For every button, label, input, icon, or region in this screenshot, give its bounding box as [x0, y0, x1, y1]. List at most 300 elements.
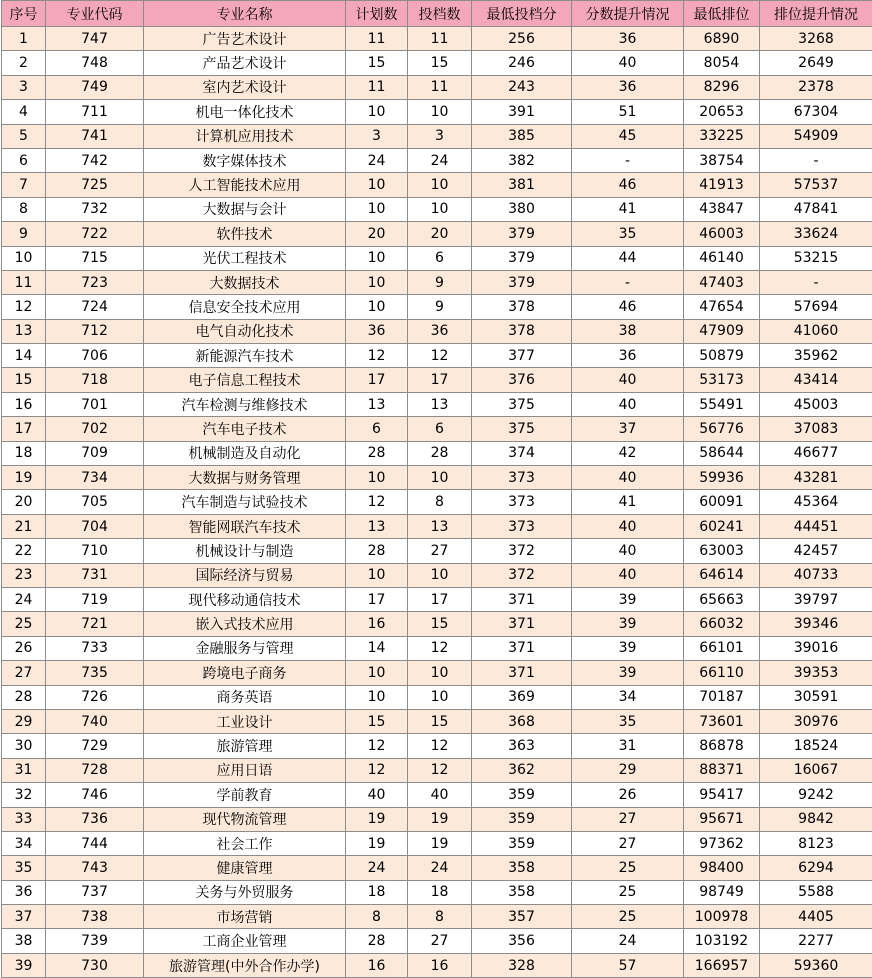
cell-major-name: 市场营销 — [144, 905, 346, 929]
cell-min-rank: 38754 — [684, 148, 760, 172]
cell-plan-count: 8 — [346, 905, 408, 929]
cell-min-score: 363 — [472, 734, 572, 758]
header-row — [2, 1, 872, 27]
cell-index: 23 — [2, 563, 46, 587]
table-row — [2, 953, 872, 977]
cell-score-increase: 46 — [572, 295, 684, 319]
cell-plan-count: 24 — [346, 148, 408, 172]
cell-index: 37 — [2, 905, 46, 929]
cell-rank-increase: 30976 — [760, 709, 872, 733]
cell-major-code: 733 — [46, 636, 144, 660]
cell-min-rank: 88371 — [684, 758, 760, 782]
cell-min-score: 385 — [472, 124, 572, 148]
cell-major-name: 机械设计与制造 — [144, 539, 346, 563]
cell-major-code: 730 — [46, 953, 144, 977]
cell-min-rank: 66110 — [684, 661, 760, 685]
cell-index: 32 — [2, 783, 46, 807]
cell-min-rank: 73601 — [684, 709, 760, 733]
cell-score-increase: 26 — [572, 783, 684, 807]
cell-major-name: 嵌入式技术应用 — [144, 612, 346, 636]
header-index: 序号 — [2, 1, 46, 27]
cell-min-score: 371 — [472, 612, 572, 636]
header-rank-increase: 排位提升情况 — [760, 1, 872, 27]
cell-min-rank: 55491 — [684, 392, 760, 416]
cell-index: 30 — [2, 734, 46, 758]
cell-major-code: 740 — [46, 709, 144, 733]
cell-admitted-count: 36 — [408, 319, 472, 343]
cell-min-score: 378 — [472, 319, 572, 343]
cell-major-code: 731 — [46, 563, 144, 587]
table-row — [2, 246, 872, 270]
cell-rank-increase: 54909 — [760, 124, 872, 148]
cell-plan-count: 15 — [346, 51, 408, 75]
cell-min-rank: 8296 — [684, 75, 760, 99]
cell-major-name: 旅游管理 — [144, 734, 346, 758]
cell-index: 8 — [2, 197, 46, 221]
cell-admitted-count: 13 — [408, 514, 472, 538]
cell-admitted-count: 27 — [408, 539, 472, 563]
cell-index: 13 — [2, 319, 46, 343]
cell-min-rank: 20653 — [684, 100, 760, 124]
cell-admitted-count: 6 — [408, 417, 472, 441]
cell-major-name: 关务与外贸服务 — [144, 880, 346, 904]
cell-score-increase: 40 — [572, 51, 684, 75]
cell-min-score: 362 — [472, 758, 572, 782]
cell-index: 6 — [2, 148, 46, 172]
cell-score-increase: 40 — [572, 563, 684, 587]
cell-index: 35 — [2, 856, 46, 880]
cell-plan-count: 3 — [346, 124, 408, 148]
cell-min-rank: 33225 — [684, 124, 760, 148]
cell-min-rank: 8054 — [684, 51, 760, 75]
cell-min-rank: 66032 — [684, 612, 760, 636]
cell-plan-count: 10 — [346, 270, 408, 294]
cell-admitted-count: 15 — [408, 709, 472, 733]
cell-index: 22 — [2, 539, 46, 563]
cell-min-rank: 43847 — [684, 197, 760, 221]
cell-rank-increase: 9842 — [760, 807, 872, 831]
cell-index: 29 — [2, 709, 46, 733]
cell-major-code: 709 — [46, 441, 144, 465]
cell-admitted-count: 12 — [408, 734, 472, 758]
cell-major-name: 信息安全技术应用 — [144, 295, 346, 319]
cell-rank-increase: 2378 — [760, 75, 872, 99]
cell-min-rank: 66101 — [684, 636, 760, 660]
cell-min-score: 381 — [472, 173, 572, 197]
cell-rank-increase: 18524 — [760, 734, 872, 758]
cell-admitted-count: 10 — [408, 100, 472, 124]
cell-major-name: 产品艺术设计 — [144, 51, 346, 75]
cell-index: 12 — [2, 295, 46, 319]
cell-min-rank: 47654 — [684, 295, 760, 319]
cell-min-rank: 63003 — [684, 539, 760, 563]
cell-rank-increase: 57537 — [760, 173, 872, 197]
cell-min-rank: 103192 — [684, 929, 760, 953]
table-row — [2, 587, 872, 611]
cell-major-code: 718 — [46, 368, 144, 392]
cell-rank-increase: 8123 — [760, 831, 872, 855]
cell-major-name: 汽车检测与维修技术 — [144, 392, 346, 416]
cell-rank-increase: 39353 — [760, 661, 872, 685]
cell-index: 21 — [2, 514, 46, 538]
cell-major-name: 现代移动通信技术 — [144, 587, 346, 611]
cell-min-score: 377 — [472, 344, 572, 368]
cell-min-score: 373 — [472, 514, 572, 538]
table-row — [2, 270, 872, 294]
cell-score-increase: 37 — [572, 417, 684, 441]
cell-score-increase: 39 — [572, 587, 684, 611]
cell-admitted-count: 18 — [408, 880, 472, 904]
header-plan-count: 计划数 — [346, 1, 408, 27]
cell-min-rank: 70187 — [684, 685, 760, 709]
cell-plan-count: 10 — [346, 246, 408, 270]
cell-score-increase: - — [572, 148, 684, 172]
cell-plan-count: 24 — [346, 856, 408, 880]
cell-min-score: 375 — [472, 392, 572, 416]
cell-score-increase: 39 — [572, 661, 684, 685]
table-row — [2, 807, 872, 831]
cell-score-increase: 39 — [572, 636, 684, 660]
cell-major-code: 742 — [46, 148, 144, 172]
header-min-score: 最低投档分 — [472, 1, 572, 27]
cell-major-code: 746 — [46, 783, 144, 807]
cell-rank-increase: 42457 — [760, 539, 872, 563]
cell-score-increase: 38 — [572, 319, 684, 343]
cell-plan-count: 28 — [346, 539, 408, 563]
cell-major-name: 健康管理 — [144, 856, 346, 880]
cell-score-increase: 27 — [572, 831, 684, 855]
cell-min-score: 371 — [472, 587, 572, 611]
cell-plan-count: 10 — [346, 661, 408, 685]
cell-plan-count: 10 — [346, 173, 408, 197]
cell-plan-count: 28 — [346, 441, 408, 465]
cell-plan-count: 12 — [346, 344, 408, 368]
cell-rank-increase: 46677 — [760, 441, 872, 465]
table-row — [2, 734, 872, 758]
cell-admitted-count: 20 — [408, 222, 472, 246]
cell-score-increase: 40 — [572, 368, 684, 392]
cell-min-score: 374 — [472, 441, 572, 465]
cell-major-code: 736 — [46, 807, 144, 831]
cell-min-rank: 166957 — [684, 953, 760, 977]
cell-rank-increase: 2649 — [760, 51, 872, 75]
cell-major-code: 715 — [46, 246, 144, 270]
cell-min-score: 378 — [472, 295, 572, 319]
cell-index: 24 — [2, 587, 46, 611]
cell-min-score: 357 — [472, 905, 572, 929]
table-row — [2, 905, 872, 929]
cell-rank-increase: 9242 — [760, 783, 872, 807]
header-admitted-count: 投档数 — [408, 1, 472, 27]
table-row — [2, 539, 872, 563]
cell-plan-count: 19 — [346, 807, 408, 831]
cell-rank-increase: 67304 — [760, 100, 872, 124]
cell-index: 31 — [2, 758, 46, 782]
cell-admitted-count: 9 — [408, 295, 472, 319]
cell-major-code: 723 — [46, 270, 144, 294]
cell-rank-increase: 16067 — [760, 758, 872, 782]
cell-min-rank: 64614 — [684, 563, 760, 587]
cell-admitted-count: 3 — [408, 124, 472, 148]
cell-min-score: 358 — [472, 880, 572, 904]
cell-min-rank: 53173 — [684, 368, 760, 392]
cell-rank-increase: 33624 — [760, 222, 872, 246]
cell-min-rank: 58644 — [684, 441, 760, 465]
cell-major-name: 国际经济与贸易 — [144, 563, 346, 587]
cell-min-score: 376 — [472, 368, 572, 392]
cell-index: 34 — [2, 831, 46, 855]
cell-index: 14 — [2, 344, 46, 368]
cell-min-rank: 86878 — [684, 734, 760, 758]
cell-admitted-count: 10 — [408, 197, 472, 221]
cell-plan-count: 10 — [346, 685, 408, 709]
table-row — [2, 612, 872, 636]
cell-index: 33 — [2, 807, 46, 831]
cell-admitted-count: 17 — [408, 587, 472, 611]
cell-admitted-count: 9 — [408, 270, 472, 294]
cell-major-name: 金融服务与管理 — [144, 636, 346, 660]
cell-index: 38 — [2, 929, 46, 953]
cell-score-increase: 24 — [572, 929, 684, 953]
cell-min-rank: 60241 — [684, 514, 760, 538]
cell-rank-increase: 45364 — [760, 490, 872, 514]
cell-major-name: 广告艺术设计 — [144, 27, 346, 51]
cell-rank-increase: 6294 — [760, 856, 872, 880]
cell-index: 16 — [2, 392, 46, 416]
cell-score-increase: 44 — [572, 246, 684, 270]
cell-admitted-count: 10 — [408, 563, 472, 587]
table-row — [2, 783, 872, 807]
table-row — [2, 392, 872, 416]
header-major-code: 专业代码 — [46, 1, 144, 27]
cell-rank-increase: 39016 — [760, 636, 872, 660]
cell-rank-increase: 39797 — [760, 587, 872, 611]
cell-min-rank: 98400 — [684, 856, 760, 880]
cell-major-name: 汽车制造与试验技术 — [144, 490, 346, 514]
cell-admitted-count: 24 — [408, 856, 472, 880]
cell-plan-count: 40 — [346, 783, 408, 807]
cell-min-score: 375 — [472, 417, 572, 441]
cell-min-score: 369 — [472, 685, 572, 709]
table-row — [2, 344, 872, 368]
cell-min-score: 359 — [472, 807, 572, 831]
cell-major-code: 704 — [46, 514, 144, 538]
cell-rank-increase: 43281 — [760, 466, 872, 490]
table-row — [2, 709, 872, 733]
cell-major-code: 729 — [46, 734, 144, 758]
cell-score-increase: 42 — [572, 441, 684, 465]
cell-score-increase: 35 — [572, 709, 684, 733]
cell-plan-count: 10 — [346, 100, 408, 124]
table-row — [2, 856, 872, 880]
cell-major-code: 739 — [46, 929, 144, 953]
cell-major-code: 721 — [46, 612, 144, 636]
cell-admitted-count: 10 — [408, 466, 472, 490]
cell-min-rank: 47909 — [684, 319, 760, 343]
cell-major-name: 新能源汽车技术 — [144, 344, 346, 368]
cell-rank-increase: 41060 — [760, 319, 872, 343]
cell-min-score: 382 — [472, 148, 572, 172]
cell-major-name: 学前教育 — [144, 783, 346, 807]
cell-min-score: 243 — [472, 75, 572, 99]
cell-admitted-count: 12 — [408, 344, 472, 368]
cell-rank-increase: 47841 — [760, 197, 872, 221]
cell-major-code: 732 — [46, 197, 144, 221]
cell-rank-increase: 39346 — [760, 612, 872, 636]
cell-plan-count: 16 — [346, 612, 408, 636]
cell-rank-increase: 53215 — [760, 246, 872, 270]
table-row — [2, 222, 872, 246]
cell-admitted-count: 10 — [408, 685, 472, 709]
cell-min-score: 373 — [472, 466, 572, 490]
cell-plan-count: 12 — [346, 758, 408, 782]
cell-major-code: 722 — [46, 222, 144, 246]
cell-plan-count: 10 — [346, 466, 408, 490]
cell-index: 9 — [2, 222, 46, 246]
cell-rank-increase: 59360 — [760, 953, 872, 977]
cell-major-name: 汽车电子技术 — [144, 417, 346, 441]
cell-major-name: 机电一体化技术 — [144, 100, 346, 124]
cell-major-name: 旅游管理(中外合作办学) — [144, 953, 346, 977]
table-row — [2, 929, 872, 953]
cell-major-code: 706 — [46, 344, 144, 368]
cell-index: 25 — [2, 612, 46, 636]
cell-score-increase: 46 — [572, 173, 684, 197]
cell-index: 3 — [2, 75, 46, 99]
cell-rank-increase: 43414 — [760, 368, 872, 392]
table-row — [2, 100, 872, 124]
cell-major-name: 社会工作 — [144, 831, 346, 855]
cell-index: 19 — [2, 466, 46, 490]
cell-major-name: 工商企业管理 — [144, 929, 346, 953]
cell-score-increase: 25 — [572, 905, 684, 929]
header-min-rank: 最低排位 — [684, 1, 760, 27]
cell-min-score: 379 — [472, 270, 572, 294]
header-score-increase: 分数提升情况 — [572, 1, 684, 27]
cell-index: 5 — [2, 124, 46, 148]
cell-plan-count: 6 — [346, 417, 408, 441]
cell-major-name: 室内艺术设计 — [144, 75, 346, 99]
cell-major-code: 748 — [46, 51, 144, 75]
table-row — [2, 636, 872, 660]
cell-admitted-count: 8 — [408, 905, 472, 929]
cell-admitted-count: 12 — [408, 636, 472, 660]
cell-major-code: 724 — [46, 295, 144, 319]
cell-admitted-count: 24 — [408, 148, 472, 172]
cell-plan-count: 12 — [346, 490, 408, 514]
table-row — [2, 758, 872, 782]
cell-major-name: 计算机应用技术 — [144, 124, 346, 148]
cell-admitted-count: 19 — [408, 807, 472, 831]
cell-score-increase: 31 — [572, 734, 684, 758]
cell-index: 27 — [2, 661, 46, 685]
cell-min-score: 391 — [472, 100, 572, 124]
cell-major-name: 大数据与会计 — [144, 197, 346, 221]
cell-rank-increase: 3268 — [760, 27, 872, 51]
admission-table — [1, 0, 872, 978]
cell-min-score: 380 — [472, 197, 572, 221]
cell-major-name: 跨境电子商务 — [144, 661, 346, 685]
cell-major-code: 747 — [46, 27, 144, 51]
cell-plan-count: 28 — [346, 929, 408, 953]
cell-min-score: 379 — [472, 246, 572, 270]
cell-plan-count: 10 — [346, 197, 408, 221]
cell-rank-increase: 37083 — [760, 417, 872, 441]
cell-index: 11 — [2, 270, 46, 294]
cell-min-score: 371 — [472, 661, 572, 685]
cell-min-rank: 97362 — [684, 831, 760, 855]
cell-score-increase: 51 — [572, 100, 684, 124]
cell-major-code: 738 — [46, 905, 144, 929]
cell-score-increase: 27 — [572, 807, 684, 831]
cell-min-rank: 95417 — [684, 783, 760, 807]
cell-major-code: 705 — [46, 490, 144, 514]
cell-major-code: 726 — [46, 685, 144, 709]
cell-plan-count: 13 — [346, 392, 408, 416]
cell-major-name: 应用日语 — [144, 758, 346, 782]
cell-rank-increase: 4405 — [760, 905, 872, 929]
cell-index: 20 — [2, 490, 46, 514]
table-row — [2, 490, 872, 514]
cell-major-code: 702 — [46, 417, 144, 441]
cell-major-code: 735 — [46, 661, 144, 685]
table-row — [2, 319, 872, 343]
header-major-name: 专业名称 — [144, 1, 346, 27]
cell-major-code: 719 — [46, 587, 144, 611]
cell-admitted-count: 8 — [408, 490, 472, 514]
cell-plan-count: 12 — [346, 734, 408, 758]
cell-major-code: 712 — [46, 319, 144, 343]
table-row — [2, 514, 872, 538]
cell-plan-count: 13 — [346, 514, 408, 538]
cell-min-score: 379 — [472, 222, 572, 246]
cell-plan-count: 15 — [346, 709, 408, 733]
cell-score-increase: 40 — [572, 514, 684, 538]
cell-min-rank: 50879 — [684, 344, 760, 368]
cell-major-name: 机械制造及自动化 — [144, 441, 346, 465]
cell-admitted-count: 15 — [408, 51, 472, 75]
cell-score-increase: 36 — [572, 27, 684, 51]
cell-admitted-count: 19 — [408, 831, 472, 855]
cell-admitted-count: 15 — [408, 612, 472, 636]
cell-major-code: 737 — [46, 880, 144, 904]
cell-rank-increase: 5588 — [760, 880, 872, 904]
cell-major-name: 人工智能技术应用 — [144, 173, 346, 197]
cell-score-increase: 57 — [572, 953, 684, 977]
table-row — [2, 563, 872, 587]
cell-index: 4 — [2, 100, 46, 124]
cell-major-name: 现代物流管理 — [144, 807, 346, 831]
table-row — [2, 417, 872, 441]
cell-major-code: 710 — [46, 539, 144, 563]
cell-min-score: 373 — [472, 490, 572, 514]
cell-admitted-count: 13 — [408, 392, 472, 416]
cell-major-name: 电气自动化技术 — [144, 319, 346, 343]
cell-min-score: 356 — [472, 929, 572, 953]
table-row — [2, 466, 872, 490]
cell-min-rank: 60091 — [684, 490, 760, 514]
cell-admitted-count: 16 — [408, 953, 472, 977]
table-row — [2, 880, 872, 904]
cell-major-code: 728 — [46, 758, 144, 782]
cell-score-increase: 25 — [572, 856, 684, 880]
cell-plan-count: 20 — [346, 222, 408, 246]
cell-index: 17 — [2, 417, 46, 441]
cell-score-increase: 39 — [572, 612, 684, 636]
cell-plan-count: 17 — [346, 368, 408, 392]
table-row — [2, 75, 872, 99]
table-row — [2, 368, 872, 392]
